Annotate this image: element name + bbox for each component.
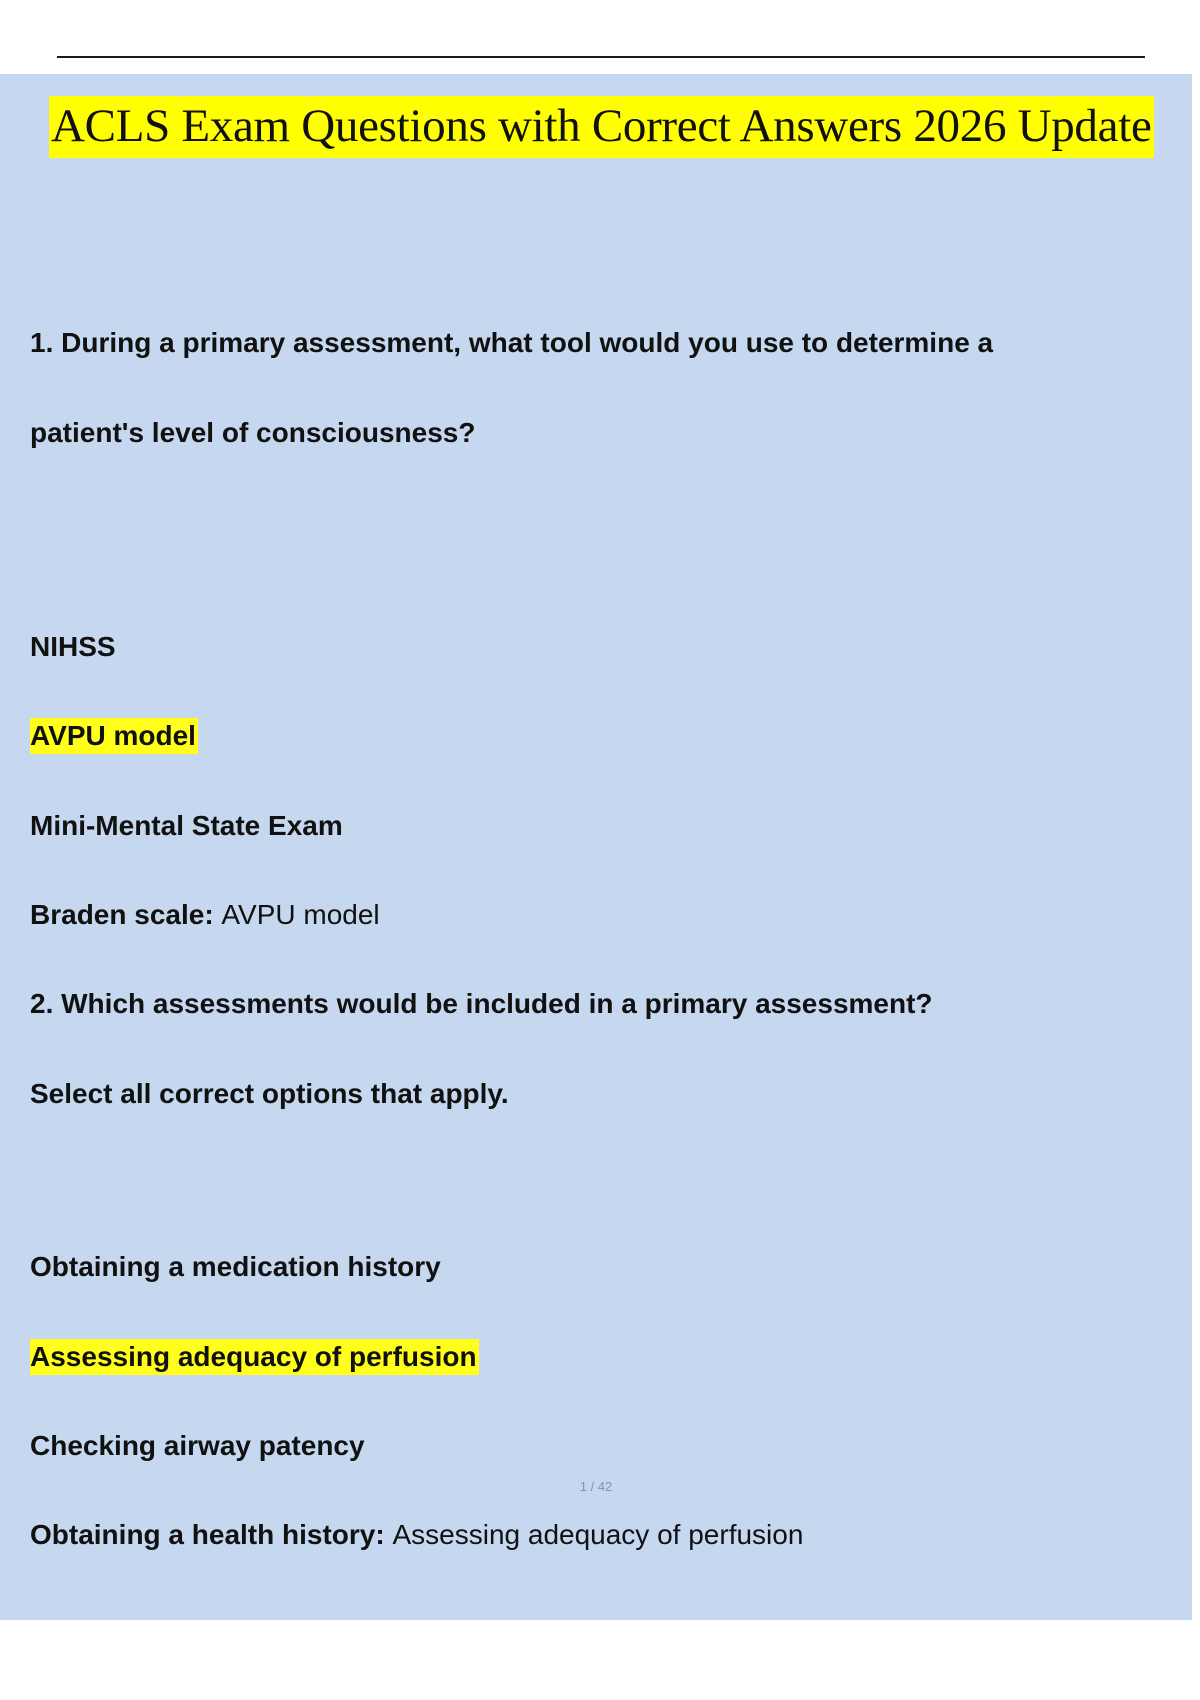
question-1-text-line-2: patient's level of consciousness? xyxy=(30,417,476,448)
question-2-option-4-label: Obtaining a health history: xyxy=(30,1519,385,1550)
question-2-option-2 xyxy=(30,1340,479,1374)
document-title xyxy=(49,100,1154,152)
question-2-correct-highlight: Assessing adequacy of perfusion xyxy=(30,1339,479,1375)
question-2-option-4 xyxy=(30,1518,803,1552)
question-1-answer: AVPU model xyxy=(221,899,380,930)
question-2-text-line-1: 2. Which assessments would be included in a primary assessment? xyxy=(30,988,933,1019)
question-1-option-2 xyxy=(30,719,198,753)
question-1-correct-highlight: AVPU model xyxy=(30,718,198,754)
question-2-option-3: Checking airway patency xyxy=(30,1430,365,1461)
header-rule xyxy=(57,56,1145,58)
question-1-option-3: Mini-Mental State Exam xyxy=(30,810,343,841)
question-2-answer: Assessing adequacy of perfusion xyxy=(392,1519,804,1550)
question-1-option-4-label: Braden scale: xyxy=(30,899,214,930)
title-highlight: ACLS Exam Questions with Correct Answers 2026 Update xyxy=(49,96,1154,158)
question-2-option-1: Obtaining a medication history xyxy=(30,1251,441,1282)
document-page xyxy=(0,74,1192,1620)
question-2-text-line-2: Select all correct options that apply. xyxy=(30,1078,509,1109)
question-1-option-4 xyxy=(30,898,380,932)
page-number: 1 / 42 xyxy=(579,1479,613,1494)
question-1-option-1: NIHSS xyxy=(30,631,116,662)
question-1-text-line-1: 1. During a primary assessment, what tool would you use to determine a xyxy=(30,327,994,358)
